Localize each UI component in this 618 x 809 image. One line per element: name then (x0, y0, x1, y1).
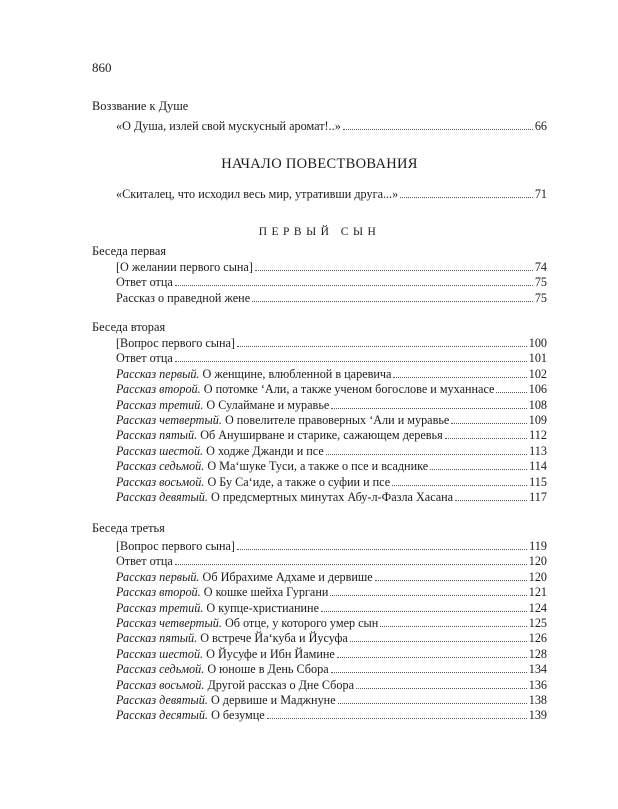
dot-leader (496, 382, 526, 393)
entry-text: О женщине, влюбленной в царевича (199, 367, 392, 381)
entry-title (116, 398, 329, 413)
entry-label: Рассказ десятый. (116, 708, 209, 722)
entry-page: 124 (528, 601, 547, 615)
entry-page: 100 (528, 336, 547, 350)
entry-label: Рассказ второй. (116, 585, 201, 599)
toc-entry[interactable] (116, 616, 547, 631)
entry-page: 109 (528, 413, 547, 427)
entry-text: [О желании первого сына] (116, 260, 253, 274)
toc-entry[interactable] (116, 367, 547, 382)
entry-title (116, 187, 398, 202)
entry-title (116, 616, 378, 631)
entry-title (116, 539, 235, 554)
dot-leader (343, 119, 533, 130)
entry-title (116, 351, 173, 366)
entry-text: [Вопрос первого сына] (116, 336, 235, 350)
entry-page: 112 (529, 428, 547, 442)
entry-text: О Йусуфе и Ибн Йамине (203, 647, 335, 661)
toc-entry[interactable] (116, 187, 547, 202)
entry-title (116, 490, 453, 505)
dot-leader (237, 539, 527, 550)
entry-text: О Ма‘шуке Туси, а также о псе и всаднике (204, 459, 429, 473)
entry-page: 101 (528, 351, 547, 365)
entry-page: 120 (528, 554, 547, 568)
dot-leader (237, 336, 527, 347)
dot-leader (445, 428, 527, 439)
entry-label: Рассказ пятый. (116, 631, 198, 645)
entry-text: О Сулаймане и муравье (203, 398, 330, 412)
entry-title (116, 444, 324, 459)
entry-label: Рассказ четвертый. (116, 616, 222, 630)
entry-title (116, 475, 390, 490)
entry-text: Ответ отца (116, 275, 173, 289)
entry-text: «Скиталец, что исходил весь мир, утративши друга...» (116, 187, 399, 201)
entry-page: 138 (528, 693, 547, 707)
entry-page: 121 (528, 585, 547, 599)
entry-text: Ответ отца (116, 351, 173, 365)
dot-leader (337, 647, 527, 658)
entry-text: О купце-христианине (203, 601, 319, 615)
toc-entry[interactable] (116, 119, 547, 134)
entry-title (116, 428, 443, 443)
toc-entry[interactable] (116, 336, 547, 351)
section-heading: Беседа первая (92, 244, 167, 258)
entry-text: Об отце, у которого умер сын (221, 616, 379, 630)
dot-leader (321, 601, 527, 612)
entry-label: Рассказ восьмой. (116, 678, 205, 692)
dot-leader (356, 678, 527, 689)
toc-entry[interactable] (116, 554, 547, 569)
dot-leader (451, 413, 526, 424)
toc-entry[interactable] (116, 647, 547, 662)
toc-entry[interactable] (116, 413, 547, 428)
entry-label: Рассказ пятый. (116, 428, 198, 442)
entry-title (116, 693, 336, 708)
entry-page: 106 (528, 382, 547, 396)
entry-label: Рассказ седьмой. (116, 662, 205, 676)
entry-page: 115 (529, 475, 547, 489)
dot-leader (338, 693, 527, 704)
dot-leader (375, 570, 527, 581)
toc-entry[interactable] (116, 291, 547, 306)
entry-page: 75 (534, 291, 547, 305)
entry-title (116, 291, 250, 306)
entry-title (116, 554, 173, 569)
dot-leader (430, 459, 527, 470)
section-heading: Беседа третья (92, 521, 165, 535)
entry-text: Другой рассказ о Дне Сбора (204, 678, 354, 692)
entry-title (116, 119, 341, 134)
entry-text: [Вопрос первого сына] (116, 539, 235, 553)
dot-leader (255, 260, 533, 271)
entry-label: Рассказ третий. (116, 601, 204, 615)
dot-leader (252, 291, 533, 302)
entry-text: «О Душа, излей свой мускусный аромат!..» (116, 119, 341, 133)
dot-leader (400, 187, 533, 198)
entry-label: Рассказ девятый. (116, 693, 208, 707)
entry-label: Рассказ второй. (116, 382, 201, 396)
toc-entry[interactable] (116, 490, 547, 505)
toc-entry[interactable] (116, 708, 547, 723)
dot-leader (326, 444, 527, 455)
entry-title (116, 678, 354, 693)
entry-text: О повелителе правоверных ‘Али и муравье (221, 413, 450, 427)
dot-leader (455, 490, 527, 501)
entry-page: 134 (528, 662, 547, 676)
entry-title (116, 631, 348, 646)
dot-leader (175, 275, 533, 286)
entry-page: 117 (529, 490, 547, 504)
entry-title (116, 647, 335, 662)
entry-label: Рассказ седьмой. (116, 459, 205, 473)
toc-entry[interactable] (116, 601, 547, 616)
entry-text: Об Ануширване и старике, сажающем деревья (197, 428, 443, 442)
entry-text: О встрече Йа‘куба и Йусуфа (197, 631, 348, 645)
toc-entry[interactable] (116, 428, 547, 443)
appeal-heading: Воззвание к Душе (92, 99, 189, 113)
entry-label: Рассказ девятый. (116, 490, 208, 504)
toc-entry[interactable] (116, 459, 547, 474)
entry-page: 66 (534, 119, 547, 133)
entry-page: 126 (528, 631, 547, 645)
entry-text: О кошке шейха Гургани (200, 585, 329, 599)
entry-title (116, 413, 449, 428)
toc-entry[interactable] (116, 631, 547, 646)
dot-leader (392, 475, 527, 486)
entry-label: Рассказ восьмой. (116, 475, 205, 489)
toc-entry[interactable] (116, 260, 547, 275)
entry-page: 71 (534, 187, 547, 201)
entry-page: 125 (528, 616, 547, 630)
toc-entry[interactable] (116, 570, 547, 585)
entry-title (116, 585, 328, 600)
entry-page: 74 (534, 260, 547, 274)
entry-title (116, 570, 373, 585)
dot-leader (331, 398, 526, 409)
toc-entry[interactable] (116, 398, 547, 413)
toc-entry[interactable] (116, 475, 547, 490)
dot-leader (175, 554, 527, 565)
entry-title (116, 382, 494, 397)
entry-text: О ходже Джанди и псе (203, 444, 324, 458)
entry-text: Ответ отца (116, 554, 173, 568)
dot-leader (393, 367, 526, 378)
dot-leader (331, 662, 527, 673)
entry-title (116, 260, 253, 275)
entry-label: Рассказ первый. (116, 570, 200, 584)
entry-title (116, 367, 391, 382)
entry-text: Об Ибрахиме Адхаме и дервише (199, 570, 373, 584)
entry-title (116, 601, 319, 616)
entry-label: Рассказ шестой. (116, 647, 204, 661)
entry-page: 108 (528, 398, 547, 412)
entry-title (116, 336, 235, 351)
entry-page: 113 (529, 444, 547, 458)
dot-leader (175, 351, 527, 362)
entry-label: Рассказ шестой. (116, 444, 204, 458)
entry-title (116, 662, 329, 677)
toc-entry[interactable] (116, 662, 547, 677)
toc-entry[interactable] (116, 693, 547, 708)
entry-text: О потомке ‘Али, а также ученом богослове и муханнасе (200, 382, 495, 396)
toc-entry[interactable] (116, 585, 547, 600)
entry-text: О юноше в День Сбора (204, 662, 329, 676)
entry-page: 102 (528, 367, 547, 381)
entry-text: О предсмертных минутах Абу-л-Фазла Хасана (207, 490, 454, 504)
toc-entry[interactable] (116, 382, 547, 397)
entry-text: О Бу Са‘иде, а также о суфии и псе (204, 475, 391, 489)
dot-leader (380, 616, 526, 627)
page-number: 860 (92, 60, 112, 75)
entry-label: Рассказ третий. (116, 398, 204, 412)
beginning-heading: НАЧАЛО ПОВЕСТВОВАНИЯ (221, 156, 418, 172)
toc-entry[interactable] (116, 678, 547, 693)
entry-page: 128 (528, 647, 547, 661)
entry-page: 139 (528, 708, 547, 722)
entry-page: 136 (528, 678, 547, 692)
entry-title (116, 275, 173, 290)
part-heading: ПЕРВЫЙ СЫН (258, 226, 381, 238)
section-heading: Беседа вторая (92, 320, 166, 334)
entry-text: О безумце (208, 708, 265, 722)
dot-leader (267, 708, 527, 719)
entry-page: 114 (529, 459, 547, 473)
entry-title (116, 459, 428, 474)
entry-page: 120 (528, 570, 547, 584)
entry-label: Рассказ четвертый. (116, 413, 222, 427)
entry-label: Рассказ первый. (116, 367, 200, 381)
toc-entry[interactable] (116, 275, 547, 290)
toc-entry[interactable] (116, 444, 547, 459)
entry-page: 75 (534, 275, 547, 289)
entry-text: Рассказ о праведной жене (116, 291, 251, 305)
entry-title (116, 708, 265, 723)
toc-entry[interactable] (116, 539, 547, 554)
entry-page: 119 (529, 539, 547, 553)
dot-leader (330, 585, 526, 596)
dot-leader (350, 631, 527, 642)
toc-entry[interactable] (116, 351, 547, 366)
entry-text: О дервише и Маджнуне (207, 693, 336, 707)
